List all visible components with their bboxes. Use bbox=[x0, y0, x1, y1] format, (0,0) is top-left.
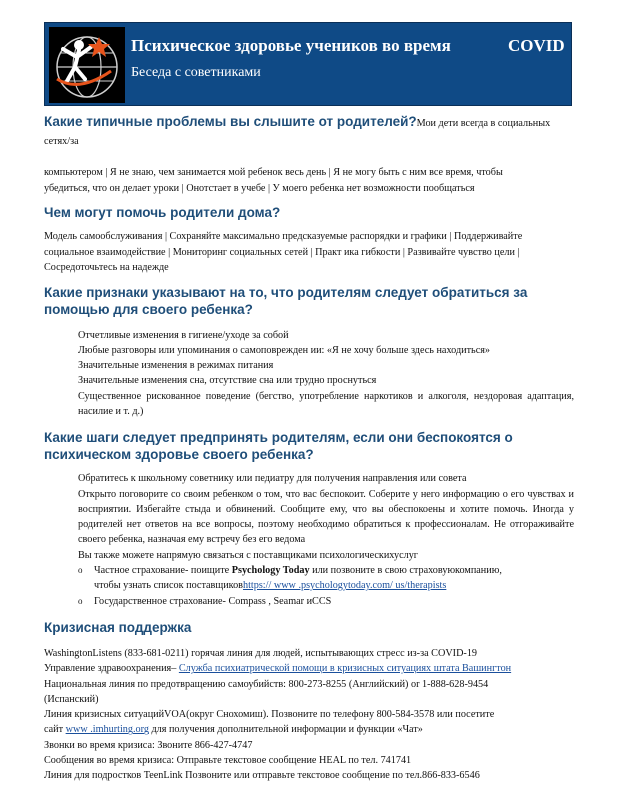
section-crisis-support bbox=[44, 619, 574, 784]
crisis-line: Национальная линия по предотвращению самоубийств: 800-273-8255 (Английский) or 1-888-628-9454 bbox=[44, 678, 489, 690]
list-item: Вы также можете напрямую связаться с поставщиками психологическихуслуг bbox=[78, 549, 418, 561]
section-heading: Какие шаги следует предпринять родителям, если они беспокоятся о психическом здоровье своего ребенка? bbox=[44, 430, 513, 463]
crisis-line: (Испанский) bbox=[44, 693, 99, 705]
list-item: Любые разговоры или упоминания о самоповрежден ии: «Я не хочу больше здесь находиться» bbox=[78, 344, 490, 356]
banner-covid: COVID bbox=[508, 36, 565, 55]
crisis-line: Управление здравоохранения– Служба психиатрической помощи в кризисных ситуациях штата Вашингтон bbox=[44, 663, 512, 675]
section-parent-steps bbox=[44, 429, 574, 609]
document-body bbox=[44, 113, 574, 784]
sub-bullet-icon: o bbox=[78, 595, 83, 606]
list-item: Обратитесь к школьному советнику или педиатру для получения направления или совета bbox=[78, 473, 467, 485]
crisis-line: Звонки во время кризиса: Звоните 866-427-4747 bbox=[44, 739, 253, 751]
section-text: Мои дети всегда в социальных сетях/за bbox=[44, 118, 551, 147]
sub-bullet-icon: o bbox=[78, 565, 83, 576]
banner-subtitle: Беседа с советниками bbox=[131, 65, 261, 80]
logo-icon bbox=[49, 27, 125, 103]
crisis-line: WashingtonListens (833-681-0211) горячая линия для людей, испытывающих стресс из-за COVID-19 bbox=[44, 647, 478, 659]
section-text: социальное взаимодействие | Мониторинг социальных сетей | Практ ика гибкости | Развивайте чувство цели | bbox=[44, 246, 520, 258]
list-item: Существенное рискованное поведение (бегство, употребление наркотиков и алкоголя, нездоровая адаптация, насилие и т. д.) bbox=[78, 390, 574, 417]
sub-list-item: o Частное страхование- поищите Psychology Today или позвоните в свою страховуюкомпанию, чтобы узнать список поставщиковhttps:// www .psychologytoday.com/ us/therapists bbox=[78, 565, 502, 592]
section-heading: Чем могут помочь родители дома? bbox=[44, 205, 281, 220]
section-text: Сосредоточьтесь на надежде bbox=[44, 262, 169, 273]
banner-title: Психическое здоровье учеников во время bbox=[131, 36, 451, 55]
section-heading: Какие типичные проблемы вы слышите от родителей? bbox=[44, 114, 417, 129]
section-text: убедиться, что он делает уроки | Онотстает в учебе | У моего ребенка нет возможности пообщаться bbox=[44, 182, 475, 194]
list-item: Значительные изменения в режимах питания bbox=[78, 360, 274, 372]
section-text: Модель самообслуживания | Сохраняйте максимально предсказуемые распорядки и графики | Поддерживайте bbox=[44, 231, 523, 242]
header-banner bbox=[44, 22, 572, 106]
crisis-line: сайт www .imhurting.org для получения дополнительной информации и функции «Чат» bbox=[44, 724, 423, 736]
section-text: компьютером | Я не знаю, чем занимается мой ребенок весь день | Я не могу быть с ним все время, чтобы bbox=[44, 167, 503, 178]
list-item: Открыто поговорите со своим ребенком о том, что вас беспокоит. Соберите у него информацию о его чувствах и восприятии. Избегайте стыда и обвинений. Сообщите ему, что вы обеспокоены и хотите помочь. Иногда у родителей нет ответов на все вопросы, поэтому необходимо обратиться к профессионалам. Не отгораживайте своего ребенка, назначая ему встречу без его ведома bbox=[78, 488, 574, 546]
sub-list-item: o Государственное страхование- Compass , Seamar иCCS bbox=[44, 594, 574, 609]
crisis-line: Сообщения во время кризиса: Отправьте текстовое сообщение HEAL по тел. 741741 bbox=[44, 755, 412, 767]
list-item: Отчетливые изменения в гигиене/уходе за собой bbox=[78, 329, 289, 341]
list-item: Значительные изменения сна, отсутствие сна или трудно проснуться bbox=[78, 375, 377, 387]
crisis-line: Линия кризисных ситуацийVOA(округ Снохомиш). Позвоните по телефону 800-584-3578 или посетите bbox=[44, 709, 495, 721]
section-heading: Кризисная поддержка bbox=[44, 619, 192, 635]
crisis-service-link[interactable]: Служба психиатрической помощи в кризисных ситуациях штата Вашингтон bbox=[178, 663, 512, 675]
section-warning-signs bbox=[44, 284, 574, 420]
section-typical-problems bbox=[44, 113, 574, 196]
section-parents-help bbox=[44, 204, 574, 276]
section-heading: Какие признаки указывают на то, что родителям следует обратиться за помощью для своего ребенка? bbox=[44, 284, 528, 317]
psychology-today-link[interactable]: https:// www .psychologytoday.com/ us/therapists bbox=[242, 580, 447, 592]
imhurting-link[interactable]: www .imhurting.org bbox=[65, 724, 149, 736]
crisis-line: Линия для подростков TeenLink Позвоните или отправьте текстовое сообщение по тел.866-833-6546 bbox=[44, 770, 480, 782]
